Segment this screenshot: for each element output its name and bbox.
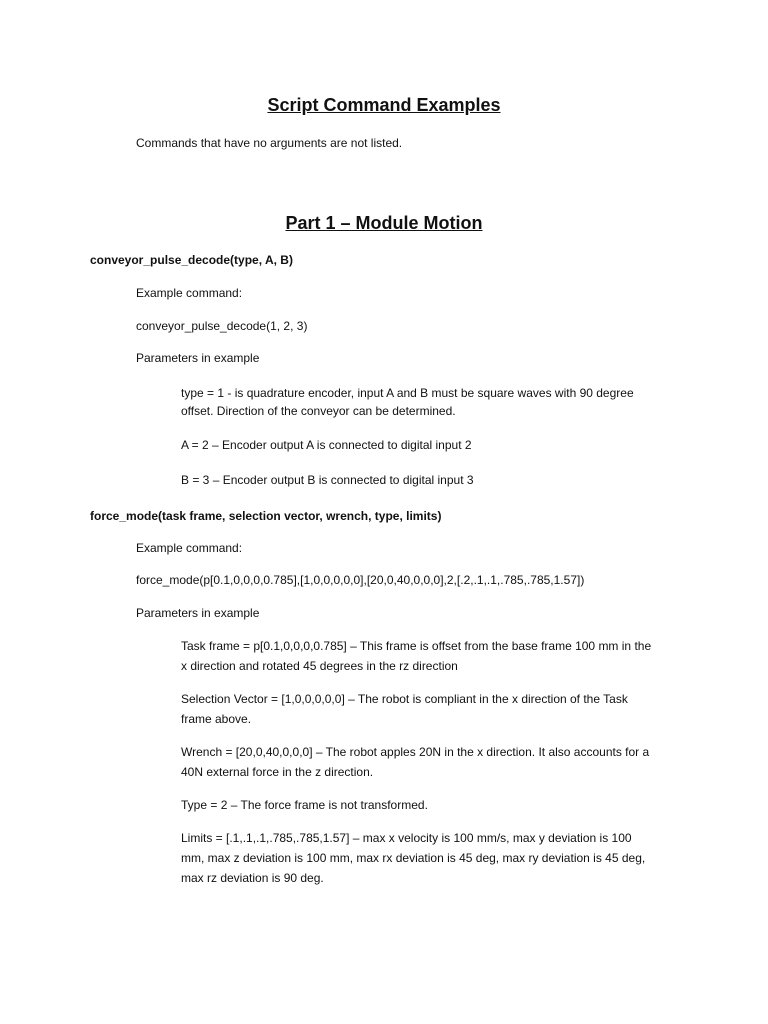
cmd1-example-label: Example command: [136, 286, 243, 300]
cmd2-param-selection-line2: frame above. [181, 712, 252, 726]
cmd1-param-type-line1: type = 1 - is quadrature encoder, input A and B must be square waves with 90 degree [181, 386, 634, 400]
cmd1-param-type-line2: offset. Direction of the conveyor can be determined. [181, 404, 456, 418]
page-title: Script Command Examples [267, 95, 501, 115]
cmd2-param-limits-line2: mm, max z deviation is 100 mm, max rx deviation is 45 deg, max ry deviation is 45 deg, [181, 851, 646, 865]
cmd1-param-b: B = 3 – Encoder output B is connected to digital input 3 [181, 473, 474, 487]
cmd1-params-label: Parameters in example [136, 351, 260, 365]
cmd2-signature: force_mode(task frame, selection vector, wrench, type, limits) [90, 509, 442, 523]
intro-text: Commands that have no arguments are not listed. [136, 136, 403, 150]
cmd2-param-task-frame-line2: x direction and rotated 45 degrees in the rz direction [181, 659, 458, 673]
cmd2-param-selection-line1: Selection Vector = [1,0,0,0,0,0] – The robot is compliant in the x direction of the Task [181, 692, 628, 706]
cmd2-param-wrench-line2: 40N external force in the z direction. [181, 765, 374, 779]
part1-heading: Part 1 – Module Motion [285, 213, 483, 233]
cmd2-param-limits-line1: Limits = [.1,.1,.1,.785,.785,1.57] – max x velocity is 100 mm/s, max y deviation is 100 [181, 831, 632, 845]
cmd1-signature: conveyor_pulse_decode(type, A, B) [90, 253, 293, 267]
cmd1-example: conveyor_pulse_decode(1, 2, 3) [136, 319, 308, 333]
cmd2-params-label: Parameters in example [136, 606, 260, 620]
cmd2-param-type: Type = 2 – The force frame is not transformed. [181, 798, 428, 812]
cmd2-param-task-frame-line1: Task frame = p[0.1,0,0,0,0.785] – This frame is offset from the base frame 100 mm in the [181, 639, 652, 653]
cmd2-example-label: Example command: [136, 541, 243, 555]
cmd2-param-limits-line3: max rz deviation is 90 deg. [181, 871, 324, 885]
cmd2-example: force_mode(p[0.1,0,0,0,0.785],[1,0,0,0,0,0],[20,0,40,0,0,0],2,[.2,.1,.1,.785,.785,1.57]) [136, 573, 585, 587]
cmd1-param-a: A = 2 – Encoder output A is connected to digital input 2 [181, 438, 472, 452]
cmd2-param-wrench-line1: Wrench = [20,0,40,0,0,0] – The robot apples 20N in the x direction. It also accounts for a [181, 745, 650, 759]
